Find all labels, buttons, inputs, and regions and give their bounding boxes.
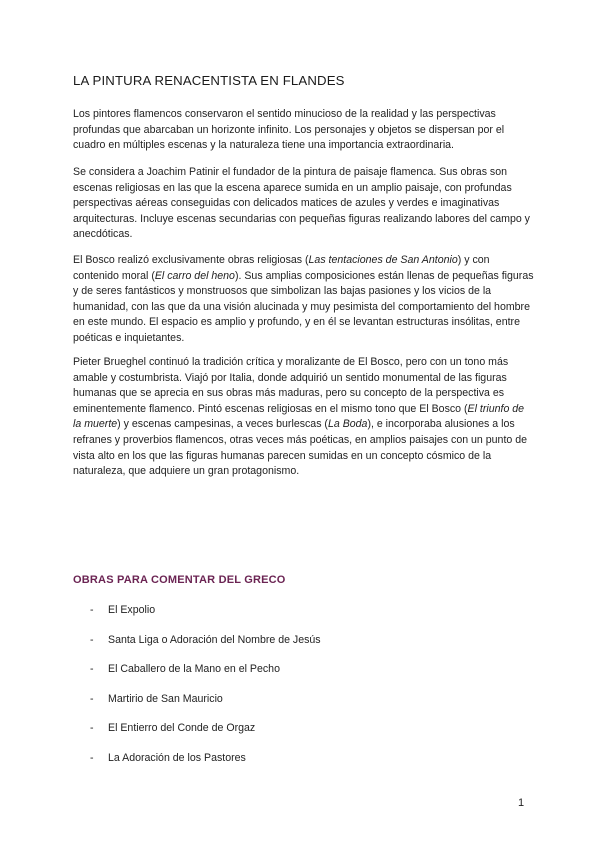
paragraph-text-segment: ) y escenas campesinas, a veces burlescas ( <box>117 418 328 431</box>
list-dash-marker: - <box>90 604 94 616</box>
list-dash-marker: - <box>90 751 94 764</box>
paragraph-text-segment: ). Sus amplias composiciones están llenas de pequeñas figuras y de seres fantásticos y monstruosos que simbolizan las bajas pasiones y los vicios de la humanidad, con las que da una visión alucinada y muy pesimista del comportamiento del hombre en este mundo. El espacio es amplio y profundo, y en él se levantan estructuras insólitas, entre poéticas e inquietantes. <box>73 269 534 344</box>
work-title: El Expolio <box>108 604 156 616</box>
paragraph-text-segment: Pieter Brueghel continuó la tradición crítica y moralizante de El Bosco, pero con un tono más amable y costumbrista. Viajó por Italia, donde adquirió un sentido monumental de las figuras humanas que se aprecia en sus obras más maduras, pero su concepto de la perspectiva es eminentemente flamenco. Pintó escenas religiosas en el mismo tono que El Bosco ( <box>73 356 509 415</box>
artwork-title-italic: El triunfo de la muerte <box>73 402 525 431</box>
list-dash-marker: - <box>90 722 94 735</box>
paragraph-brueghel <box>73 355 535 480</box>
work-title: Martirio de San Mauricio <box>108 692 223 705</box>
work-title: Santa Liga o Adoración del Nombre de Jesús <box>108 633 321 646</box>
page-number: 1 <box>518 797 525 809</box>
paragraph-patinir: Se considera a Joachim Patinir el fundador de la pintura de paisaje flamenca. Sus obras son escenas religiosas en las que la escena aparece sumida en un amplio paisaje, con profundas perspectivas aéreas conseguidas con delicados matices de azules y verdes e imaginativas arquitecturas. Incluye escenas secundarias con pequeñas figuras realizando labores del campo y anecdóticas. <box>73 166 530 241</box>
document-title: LA PINTURA RENACENTISTA EN FLANDES <box>73 73 345 88</box>
work-title: El Entierro del Conde de Orgaz <box>108 722 256 735</box>
artwork-title-italic: Las tentaciones de San Antonio <box>308 254 458 266</box>
artwork-title-italic: La Boda <box>327 418 368 431</box>
section-heading-greco-works: OBRAS PARA COMENTAR DEL GRECO <box>73 574 286 586</box>
work-title: El Caballero de la Mano en el Pecho <box>108 663 280 676</box>
list-dash-marker: - <box>90 692 94 705</box>
paragraph-el-bosco <box>73 253 535 347</box>
list-dash-marker: - <box>90 663 94 676</box>
work-title: La Adoración de los Pastores <box>108 751 246 764</box>
paragraph-text-segment: ), e incorporaba alusiones a los refranes y proverbios flamencos, otras veces más poéticas, en amplios paisajes con un punto de vista alto en los que las figuras humanas parecen sumidas en un concepto cósmico de la naturaleza, que adquiere un gran protagonismo. <box>73 418 528 478</box>
paragraph-text-segment: El Bosco realizó exclusivamente obras religiosas ( <box>73 254 309 266</box>
paragraph-flemish-painters: Los pintores flamencos conservaron el sentido minucioso de la realidad y las perspectivas profundas que abarcaban un horizonte infinito. Los personajes y objetos se dispersan por el cuadro en múltiples escenas y la naturaleza tiene una importancia extraordinaria. <box>73 108 505 152</box>
artwork-title-italic: El carro del heno <box>154 269 235 282</box>
paragraph-text-segment: ) y con contenido moral ( <box>73 254 490 282</box>
list-dash-marker: - <box>90 633 94 646</box>
